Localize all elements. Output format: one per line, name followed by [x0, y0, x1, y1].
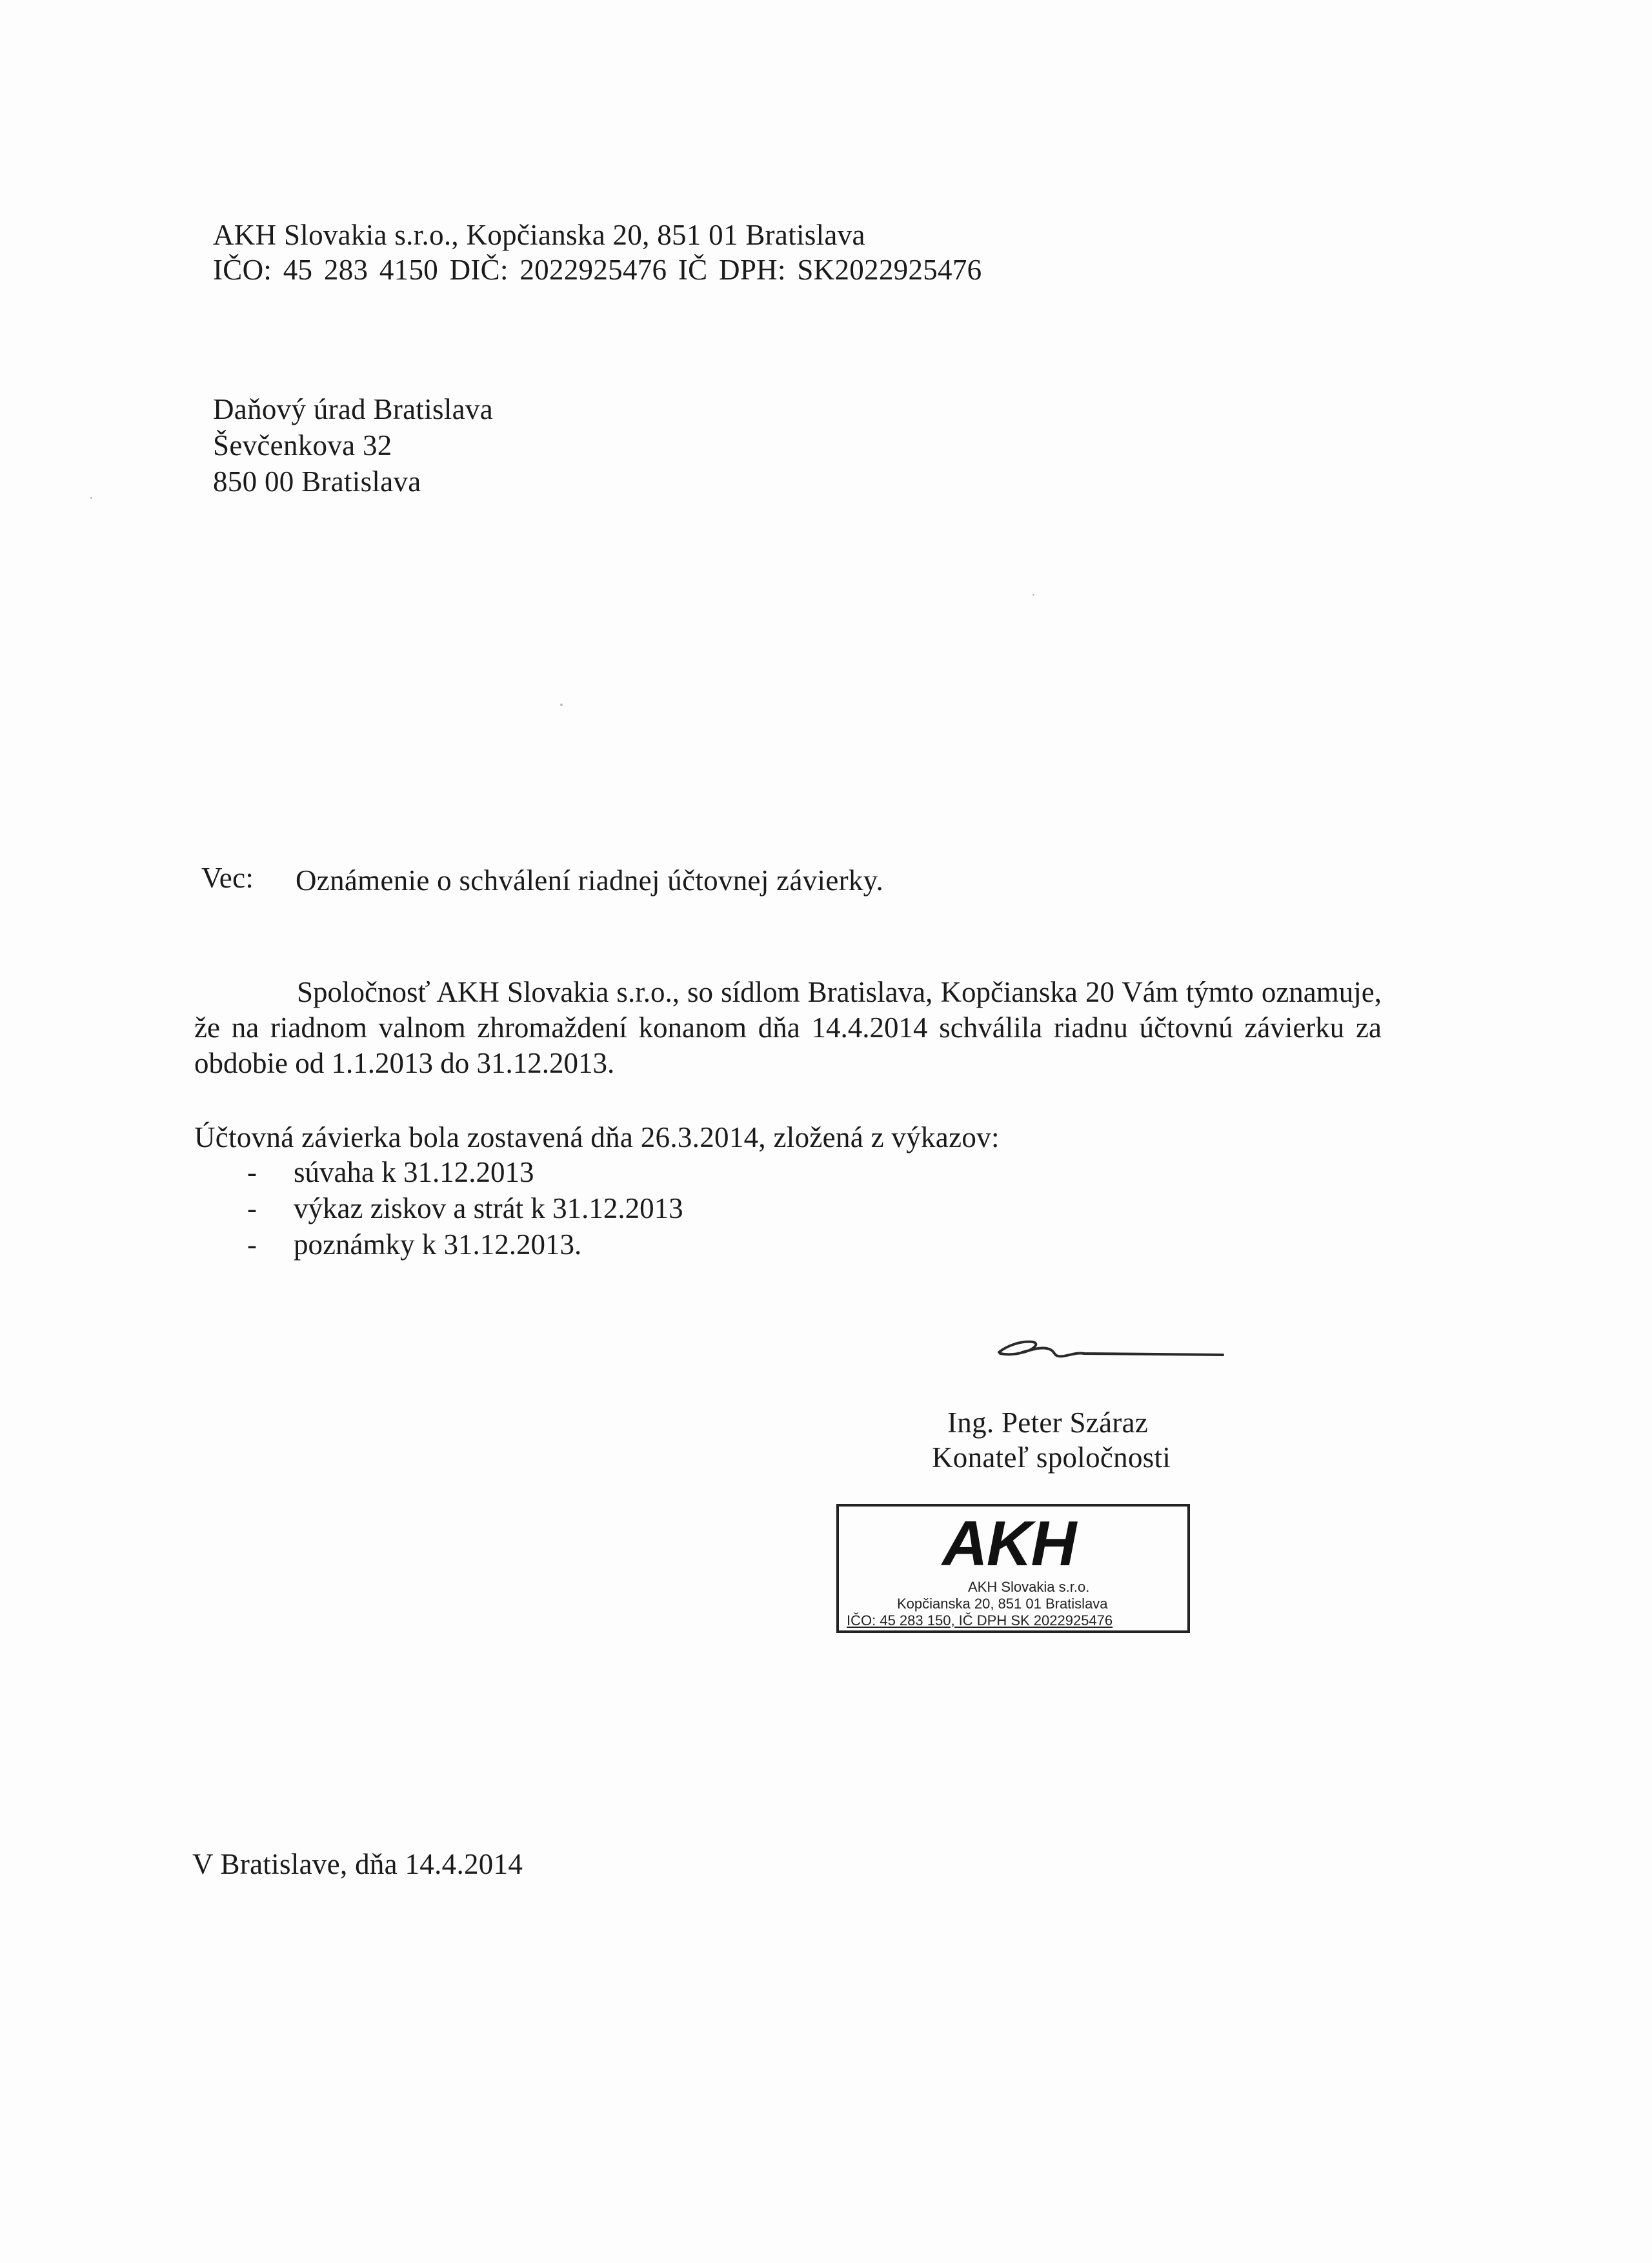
sender-line-1: AKH Slovakia s.r.o., Kopčianska 20, 851 01 Bratislava [213, 219, 865, 251]
stamp-ids: IČO: 45 283 150, IČ DPH SK 2022925476 [847, 1612, 1113, 1629]
scan-speck [1032, 594, 1034, 596]
list-bullet: - [247, 1192, 257, 1224]
recipient-city: 850 00 Bratislava [213, 465, 421, 498]
scan-speck [90, 497, 92, 499]
list-bullet: - [247, 1228, 257, 1261]
body-paragraph-1 [194, 975, 1382, 1081]
place-date: V Bratislave, dňa 14.4.2014 [192, 1848, 523, 1880]
scan-speck [560, 704, 563, 706]
stamp-company: AKH Slovakia s.r.o. [968, 1579, 1090, 1595]
subject-text: Oznámenie o schválení riadnej účtovnej závierky. [296, 864, 884, 897]
body-paragraph-1-text: Spoločnosť AKH Slovakia s.r.o., so sídlom Bratislava, Kopčianska 20 Vám týmto oznamuje, že na riadnom valnom zhromaždení konanom dňa 14.4.2014 schválila riadnu účtovnú závierku za obdobie od 1.1.2013 do 31.12.2013. [194, 976, 1382, 1079]
body-paragraph-2: Účtovná závierka bola zostavená dňa 26.3.2014, zložená z výkazov: [194, 1121, 1000, 1153]
subject-label: Vec: [201, 862, 254, 894]
list-item-text: poznámky k 31.12.2013. [294, 1228, 582, 1261]
list-item [247, 1230, 581, 1259]
list-item [247, 1194, 683, 1223]
signatory-role: Konateľ spoločnosti [932, 1441, 1171, 1474]
stamp-logo: AKH [942, 1508, 1076, 1579]
stamp-address: Kopčianska 20, 851 01 Bratislava [897, 1596, 1108, 1612]
recipient-street: Ševčenkova 32 [213, 429, 392, 462]
sender-line-2: IČO: 45 283 4150 DIČ: 2022925476 IČ DPH: SK2022925476 [213, 254, 982, 286]
company-stamp [836, 1504, 1190, 1633]
signatory-name: Ing. Peter Száraz [947, 1406, 1149, 1439]
list-item [247, 1158, 534, 1187]
recipient-name: Daňový úrad Bratislava [213, 393, 493, 425]
list-item-text: súvaha k 31.12.2013 [294, 1156, 534, 1188]
handwritten-signature [981, 1326, 1226, 1372]
list-item-text: výkaz ziskov a strát k 31.12.2013 [294, 1192, 683, 1224]
list-bullet: - [247, 1156, 257, 1188]
